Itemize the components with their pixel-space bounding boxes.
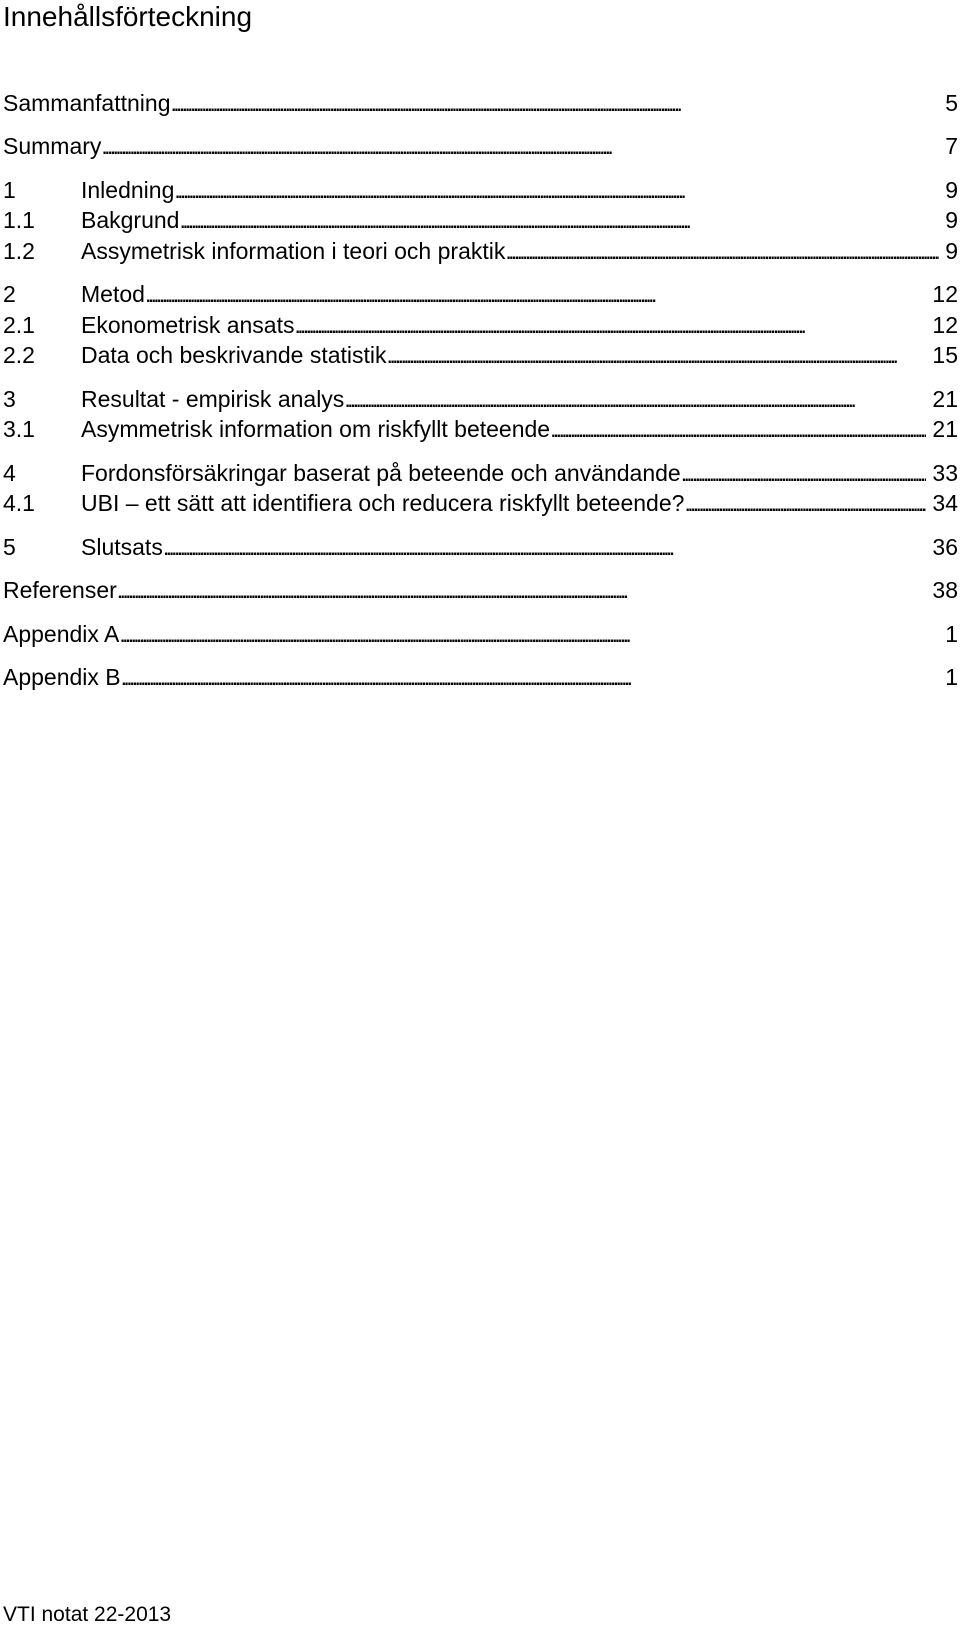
toc-entry-number: 4 <box>3 460 16 486</box>
toc-entry-number: 5 <box>3 534 16 560</box>
toc-entry-label: Ekonometrisk ansats <box>81 312 295 338</box>
dot-leader <box>387 340 927 370</box>
dot-leader <box>117 575 927 605</box>
toc-entry-label: Inledning <box>81 177 175 203</box>
toc-entry-2-1[interactable] <box>3 310 958 340</box>
dot-leader <box>684 488 926 518</box>
dot-leader <box>550 414 926 444</box>
toc-entry-4-1[interactable] <box>3 488 958 518</box>
page-footer: VTI notat 22-2013 <box>3 1603 172 1626</box>
toc-entry-label: Summary <box>3 133 102 159</box>
toc-entry-3[interactable] <box>3 384 958 414</box>
toc-entry-label: UBI – ett sätt att identifiera och reducera riskfyllt beteende? <box>81 490 685 516</box>
toc-entry-4[interactable] <box>3 458 958 488</box>
toc-entry-page: 1 <box>945 664 958 690</box>
dot-leader <box>101 131 939 161</box>
dot-leader <box>121 662 940 692</box>
toc-entry-number: 4.1 <box>3 490 35 516</box>
dot-leader <box>174 175 939 205</box>
toc-entry-3-1[interactable] <box>3 414 958 444</box>
toc-entry-number: 2 <box>3 281 16 307</box>
toc-entry-sammanfattning[interactable] <box>3 88 958 118</box>
toc-entry-number: 3 <box>3 386 16 412</box>
toc-entry-2-2[interactable] <box>3 340 958 370</box>
dot-leader <box>294 310 926 340</box>
toc-entry-number: 1.2 <box>3 238 35 264</box>
toc-entry-5[interactable] <box>3 532 958 562</box>
toc-entry-label: Assymetrisk information i teori och praktik <box>81 238 506 264</box>
toc-entry-label: Slutsats <box>81 534 163 560</box>
toc-entry-1[interactable] <box>3 175 958 205</box>
toc-entry-number: 2.1 <box>3 312 35 338</box>
toc-entry-label: Appendix A <box>3 621 120 647</box>
page-title: Innehållsförteckning <box>3 1 253 32</box>
toc-entry-2[interactable] <box>3 279 958 309</box>
toc-entry-number: 1 <box>3 177 16 203</box>
dot-leader <box>145 279 926 309</box>
toc-entry-label: Sammanfattning <box>3 90 171 116</box>
toc-entry-label: Referenser <box>3 577 117 603</box>
toc-entry-number: 2.2 <box>3 342 35 368</box>
toc-entry-page: 12 <box>932 281 958 307</box>
toc-entry-page: 5 <box>945 90 958 116</box>
toc-entry-1-2[interactable] <box>3 236 958 266</box>
toc-entry-label: Bakgrund <box>81 207 180 233</box>
toc-entry-page: 9 <box>945 238 958 264</box>
toc-entry-page: 9 <box>945 177 958 203</box>
toc-entry-page: 1 <box>945 621 958 647</box>
dot-leader <box>163 532 927 562</box>
toc-entry-page: 15 <box>932 342 958 368</box>
toc-entry-page: 34 <box>932 490 958 516</box>
toc-entry-referenser[interactable] <box>3 575 958 605</box>
toc-entry-number: 3.1 <box>3 416 35 442</box>
toc-entry-appendix-a[interactable] <box>3 619 958 649</box>
toc-entry-label: Resultat - empirisk analys <box>81 386 345 412</box>
toc-entry-number: 1.1 <box>3 207 35 233</box>
dot-leader <box>179 205 939 235</box>
toc-entry-page: 36 <box>932 534 958 560</box>
toc-entry-label: Data och beskrivande statistik <box>81 342 387 368</box>
dot-leader <box>505 236 939 266</box>
toc-entry-page: 9 <box>945 207 958 233</box>
toc-entry-page: 21 <box>932 386 958 412</box>
toc-entry-1-1[interactable] <box>3 205 958 235</box>
toc-entry-appendix-b[interactable] <box>3 662 958 692</box>
dot-leader <box>681 458 927 488</box>
toc-entry-label: Asymmetrisk information om riskfyllt beteende <box>81 416 551 442</box>
dot-leader <box>344 384 926 414</box>
toc-entry-page: 33 <box>932 460 958 486</box>
dot-leader <box>119 619 939 649</box>
toc-entry-summary[interactable] <box>3 131 958 161</box>
toc-entry-page: 7 <box>945 133 958 159</box>
toc-entry-page: 12 <box>932 312 958 338</box>
toc-entry-label: Appendix B <box>3 664 121 690</box>
dot-leader <box>170 88 939 118</box>
toc-entry-page: 38 <box>932 577 958 603</box>
toc-entry-label: Metod <box>81 281 145 307</box>
toc-entry-page: 21 <box>932 416 958 442</box>
toc-entry-label: Fordonsförsäkringar baserat på beteende och användande <box>81 460 681 486</box>
